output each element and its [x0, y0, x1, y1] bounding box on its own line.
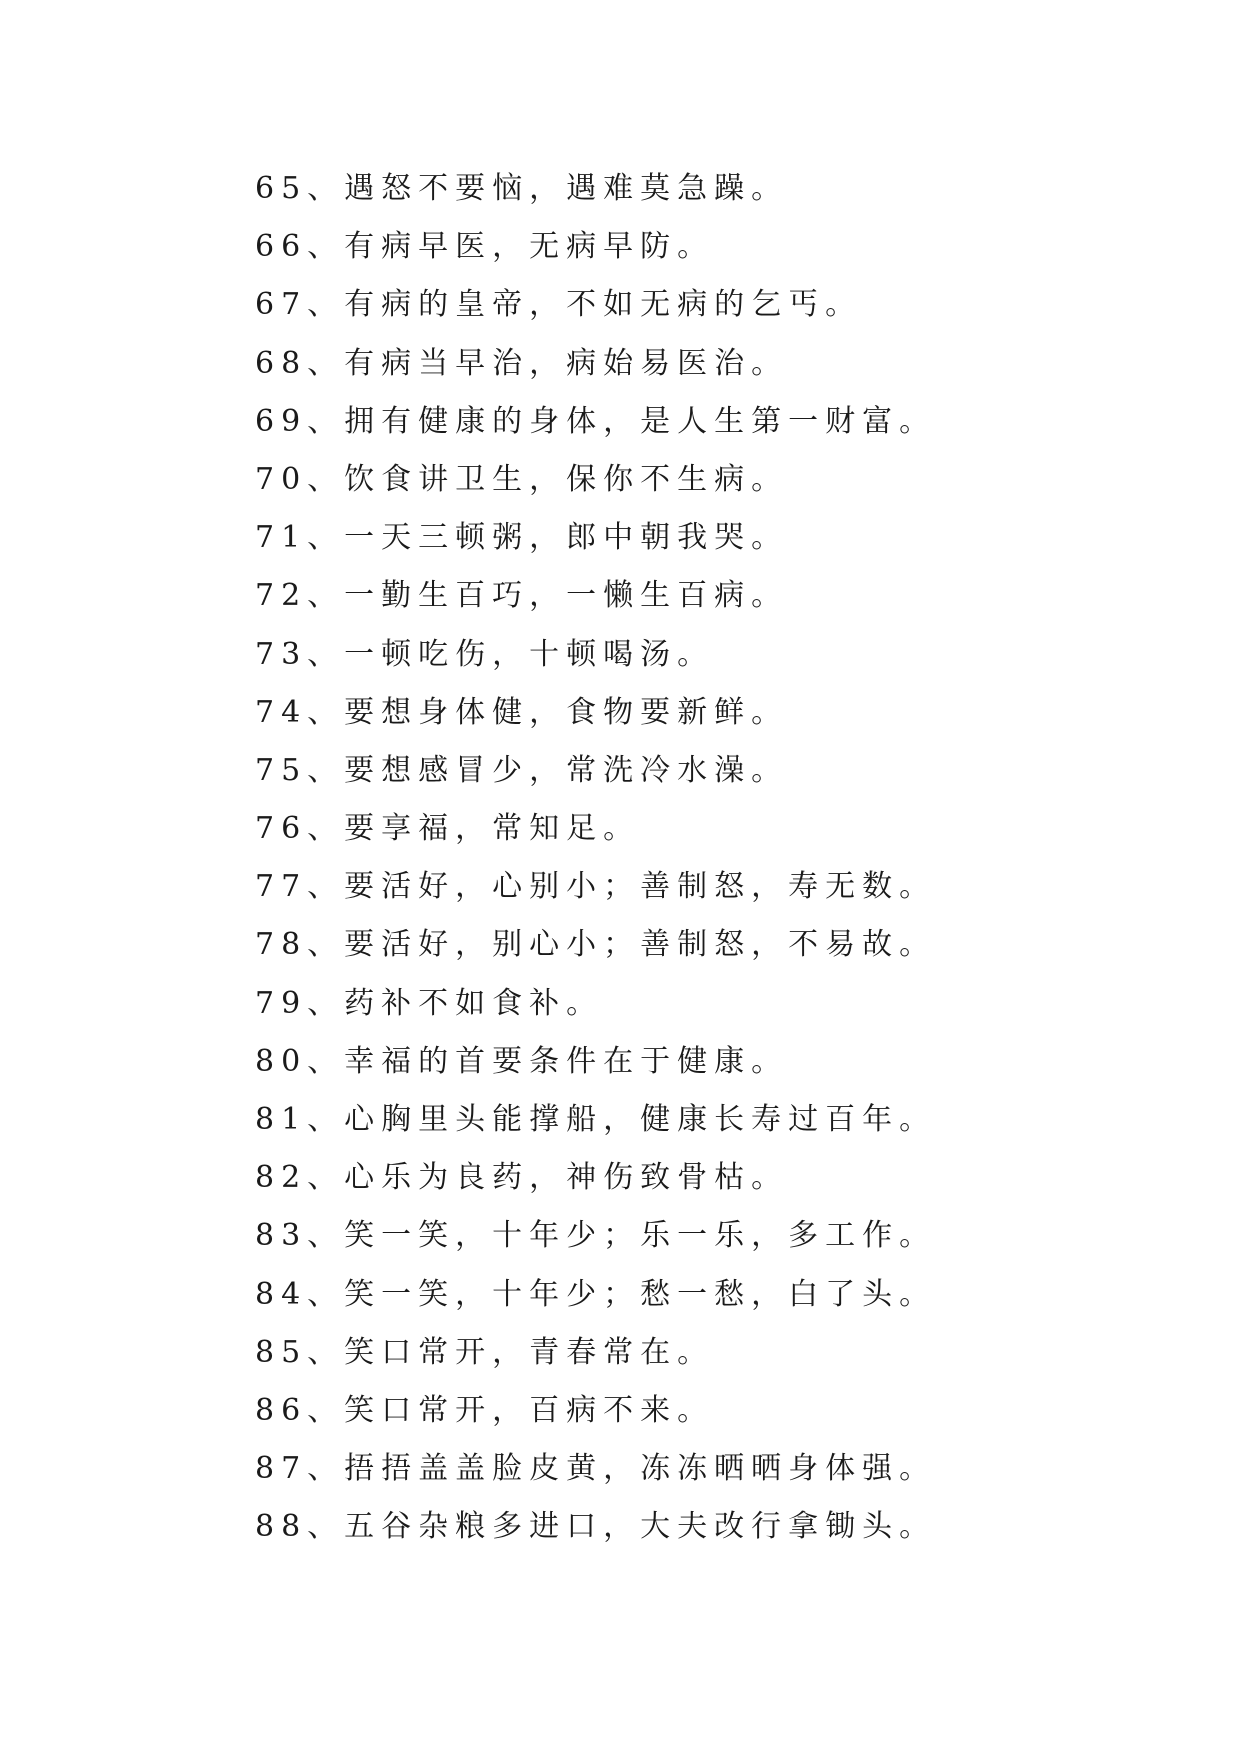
list-item: 75、要想感冒少，常洗冷水澡。: [255, 752, 789, 788]
list-item: 80、幸福的首要条件在于健康。: [255, 1043, 789, 1079]
list-item: 82、心乐为良药，神伤致骨枯。: [255, 1160, 789, 1196]
list-item: 67、有病的皇帝，不如无病的乞丐。: [255, 287, 863, 323]
list-item: 74、要想身体健，食物要新鲜。: [255, 694, 789, 730]
list-item: 85、笑口常开，青春常在。: [255, 1334, 715, 1370]
list-item: 65、遇怒不要恼，遇难莫急躁。: [255, 171, 789, 206]
list-item: 69、拥有健康的身体，是人生第一财富。: [255, 403, 937, 439]
list-item: 87、捂捂盖盖脸皮黄，冻冻晒晒身体强。: [255, 1451, 937, 1487]
list-item: 88、五谷杂粮多进口，大夫改行拿锄头。: [255, 1509, 937, 1545]
list-item: 84、笑一笑，十年少；愁一愁，白了头。: [255, 1276, 937, 1312]
proverb-list: [255, 160, 936, 1557]
list-item: 79、药补不如食补。: [255, 985, 604, 1021]
list-item: 77、要活好，心别小；善制怒，寿无数。: [255, 869, 937, 905]
list-item: 76、要享福，常知足。: [255, 811, 641, 847]
list-item: 86、笑口常开，百病不来。: [255, 1392, 715, 1428]
list-item: 73、一顿吃伤，十顿喝汤。: [255, 636, 715, 672]
list-item: 66、有病早医，无病早防。: [255, 229, 715, 265]
list-item: 70、饮食讲卫生，保你不生病。: [255, 461, 789, 497]
list-item: 83、笑一笑，十年少；乐一乐，多工作。: [255, 1218, 937, 1254]
list-item: 71、一天三顿粥，郎中朝我哭。: [255, 520, 789, 556]
list-item: 78、要活好，别心小；善制怒，不易故。: [255, 927, 937, 963]
list-item: 81、心胸里头能撑船，健康长寿过百年。: [255, 1102, 937, 1137]
list-item: 72、一勤生百巧，一懒生百病。: [255, 578, 789, 614]
list-item: 68、有病当早治，病始易医治。: [255, 345, 789, 381]
